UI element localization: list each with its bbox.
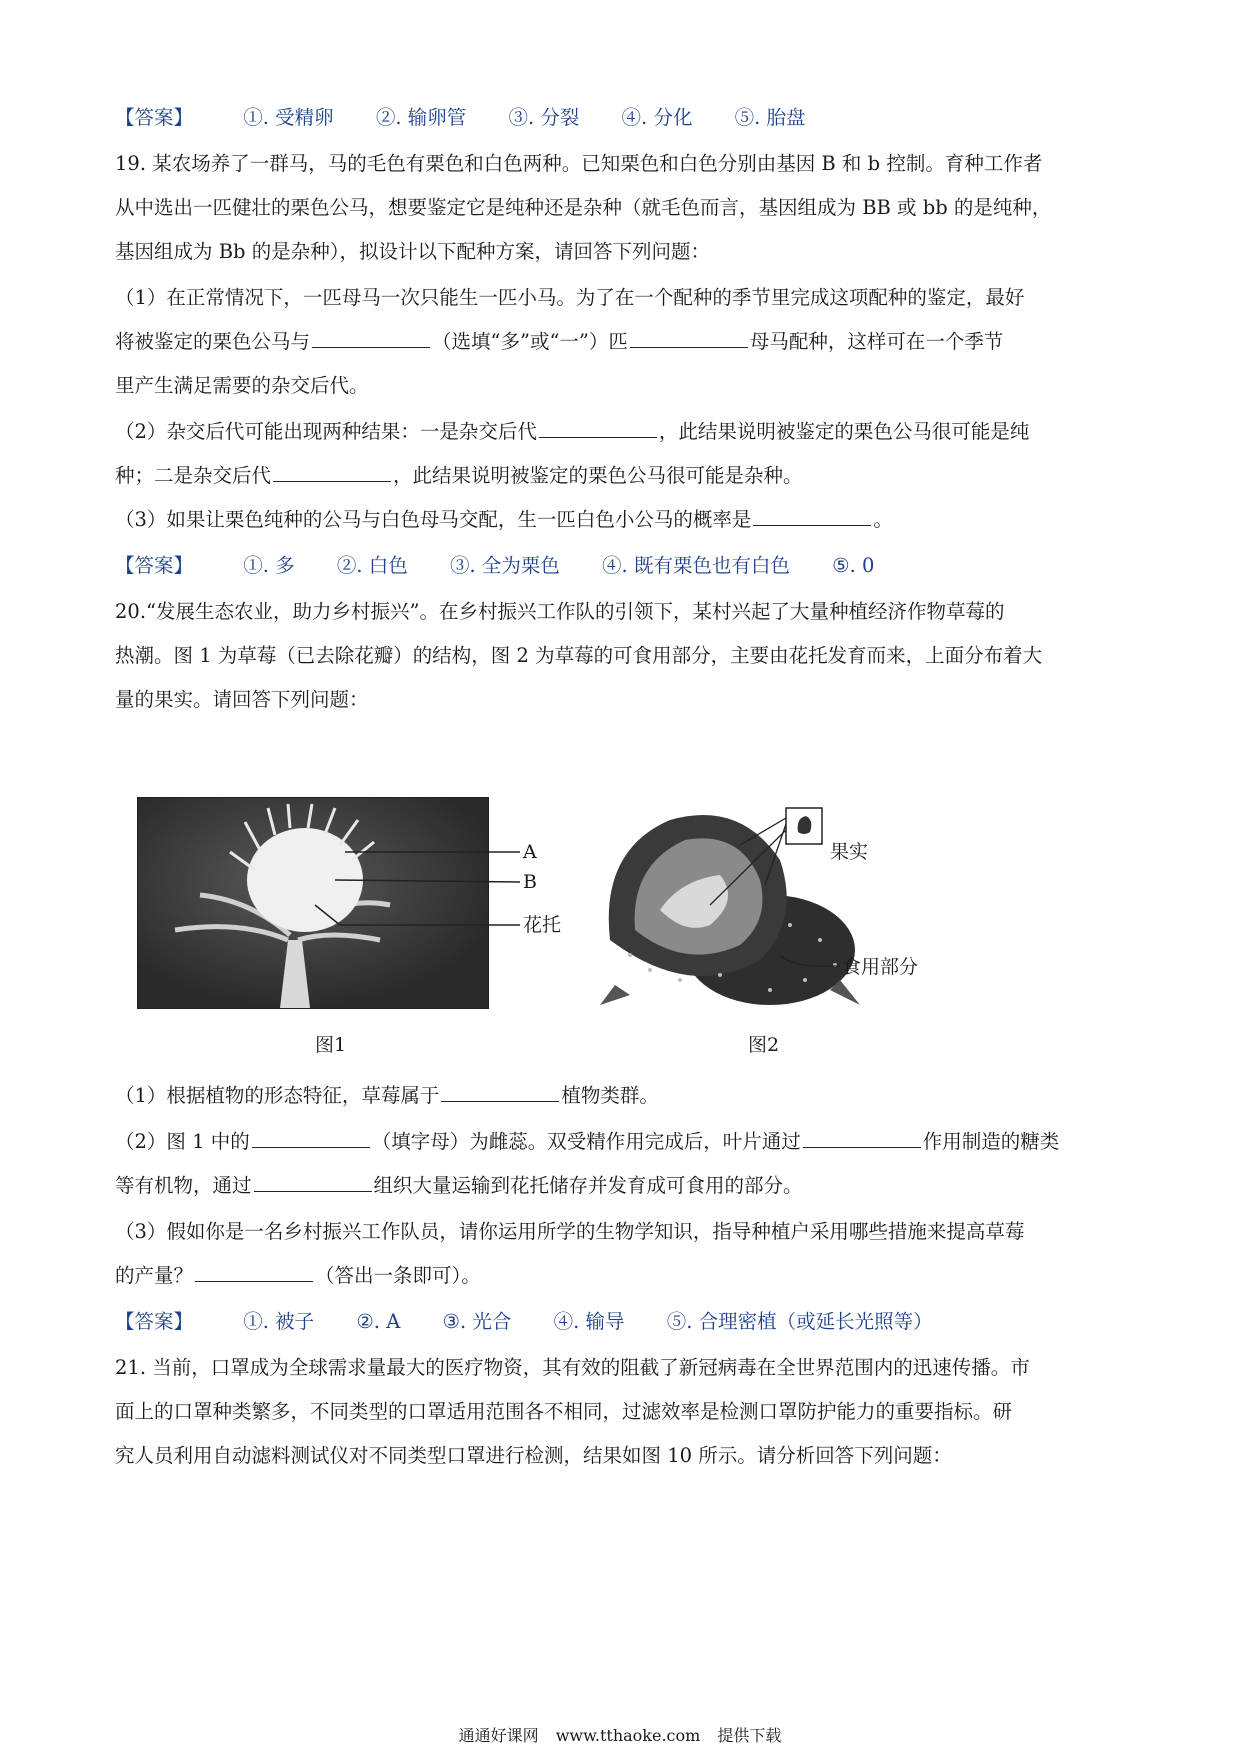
text: （2）杂交后代可能出现两种结果：一是杂交后代 [115, 420, 537, 443]
answer-item: ④. 分化 [621, 106, 693, 129]
q20-part2 [115, 1128, 1125, 1156]
fill-blank [195, 1262, 313, 1282]
text: （1）根据植物的形态特征，草莓属于 [115, 1084, 440, 1107]
q21-line: 21. 当前，口罩成为全球需求量最大的医疗物资，其有效的阻截了新冠病毒在全世界范围内的迅速传播。市 [115, 1356, 1030, 1379]
fill-blank [312, 328, 430, 348]
q19-line: 19. 某农场养了一群马，马的毛色有栗色和白色两种。已知栗色和白色分别由基因 B 和 b 控制。育种工作者 [115, 152, 1043, 175]
text: 作用制造的糖类 [922, 1130, 1060, 1153]
answer-item: ①. 受精卵 [243, 106, 334, 129]
answer-item: ②. A [356, 1310, 401, 1333]
q19-part2 [115, 418, 1125, 446]
q20-line: 20.“发展生态农业，助力乡村振兴”。在乡村振兴工作队的引领下，某村兴起了大量种植经济作物草莓的 [115, 600, 1005, 623]
q20-part3 [115, 1262, 1125, 1290]
answer-item: ③. 光合 [442, 1310, 512, 1333]
q20-line: 量的果实。请回答下列问题： [115, 688, 369, 711]
text: 母马配种，这样可在一个季节 [749, 330, 1004, 353]
label-fruit: 果实 [830, 841, 869, 863]
q19-part1 [115, 328, 1125, 356]
answer-item: ⑤. 合理密植（或延长光照等） [666, 1310, 933, 1333]
q20-part3: （3）假如你是一名乡村振兴工作队员，请你运用所学的生物学知识，指导种植户采用哪些措施来提高草莓 [115, 1220, 1025, 1243]
text: 种；二是杂交后代 [115, 464, 272, 487]
answer-item: ③. 分裂 [508, 106, 580, 129]
answer-18 [115, 104, 1125, 132]
answer-tag: 【答案】 [115, 1310, 194, 1333]
answer-item: ①. 多 [243, 554, 295, 577]
text: （3）如果让栗色纯种的公马与白色母马交配，生一匹白色小公马的概率是 [115, 508, 752, 531]
q19-part3 [115, 506, 1125, 534]
footer-note: 提供下载 [717, 1726, 782, 1745]
label-receptacle: 花托 [523, 914, 562, 936]
answer-20 [115, 1308, 1125, 1336]
fill-blank [803, 1128, 921, 1148]
page-footer [0, 1726, 1240, 1746]
footer-site: 通通好课网 [458, 1726, 539, 1745]
answer-item: ⑤. 胎盘 [734, 106, 806, 129]
fill-blank [441, 1082, 559, 1102]
fill-blank [254, 1172, 372, 1192]
text: （2）图 1 中的 [115, 1130, 250, 1153]
text: （答出一条即可）。 [315, 1264, 481, 1287]
label-a: A [523, 841, 537, 863]
text: （选填“多”或“一”）匹 [432, 330, 628, 353]
text: 组织大量运输到花托储存并发育成可食用的部分。 [373, 1174, 803, 1197]
figure-1-caption: 图1 [315, 1034, 347, 1056]
fill-blank [630, 328, 748, 348]
fill-blank [273, 462, 391, 482]
text: 将被鉴定的栗色公马与 [115, 330, 311, 353]
q21-line: 面上的口罩种类繁多，不同类型的口罩适用范围各不相同，过滤效率是检测口罩防护能力的重要指标。研 [115, 1400, 1013, 1423]
q20-line: 热潮。图 1 为草莓（已去除花瓣）的结构，图 2 为草莓的可食用部分，主要由花托发育而来，上面分布着大 [115, 644, 1043, 667]
text: （填字母）为雌蕊。双受精作用完成后，叶片通过 [371, 1130, 801, 1153]
q20-part1 [115, 1082, 1125, 1110]
q21-line: 究人员利用自动滤料测试仪对不同类型口罩进行检测，结果如图 10 所示。请分析回答下列问题： [115, 1444, 952, 1467]
figure-2-caption: 图2 [748, 1034, 780, 1056]
answer-tag: 【答案】 [115, 106, 194, 129]
fill-blank [252, 1128, 370, 1148]
text: 。 [873, 508, 893, 531]
figure-1-strawberry-structure [130, 790, 580, 1020]
text: 的产量？ [115, 1264, 194, 1287]
answer-item: ④. 既有栗色也有白色 [602, 554, 790, 577]
figure-2-strawberry-fruit [590, 790, 910, 1015]
text: 植物类群。 [561, 1084, 659, 1107]
q19-line: 从中选出一匹健壮的栗色公马，想要鉴定它是纯种还是杂种（就毛色而言，基因组成为 BB 或 bb 的是纯种， [115, 196, 1052, 219]
text: 等有机物，通过 [115, 1174, 252, 1197]
label-edible-part: 食用部分 [842, 956, 919, 978]
q19-line: 基因组成为 Bb 的是杂种），拟设计以下配种方案，请回答下列问题： [115, 240, 710, 263]
q19-part1: 里产生满足需要的杂交后代。 [115, 374, 369, 397]
answer-item: ①. 被子 [243, 1310, 315, 1333]
answer-19 [115, 552, 1125, 580]
answer-item: ②. 输卵管 [375, 106, 467, 129]
q19-part1: （1）在正常情况下，一匹母马一次只能生一匹小马。为了在一个配种的季节里完成这项配种的鉴定，最好 [115, 286, 1025, 309]
label-b: B [523, 871, 537, 893]
answer-item: ④. 输导 [553, 1310, 625, 1333]
text: ，此结果说明被鉴定的栗色公马很可能是杂种。 [393, 464, 803, 487]
q20-part2 [115, 1172, 1125, 1200]
answer-tag: 【答案】 [115, 554, 194, 577]
footer-url[interactable]: www.tthaoke.com [555, 1726, 701, 1745]
answer-item: ⑤. 0 [832, 554, 875, 577]
answer-item: ②. 白色 [336, 554, 408, 577]
text: ，此结果说明被鉴定的栗色公马很可能是纯 [658, 420, 1030, 443]
q19-part2 [115, 462, 1125, 490]
fill-blank [539, 418, 657, 438]
fill-blank [753, 506, 871, 526]
answer-item: ③. 全为栗色 [449, 554, 560, 577]
